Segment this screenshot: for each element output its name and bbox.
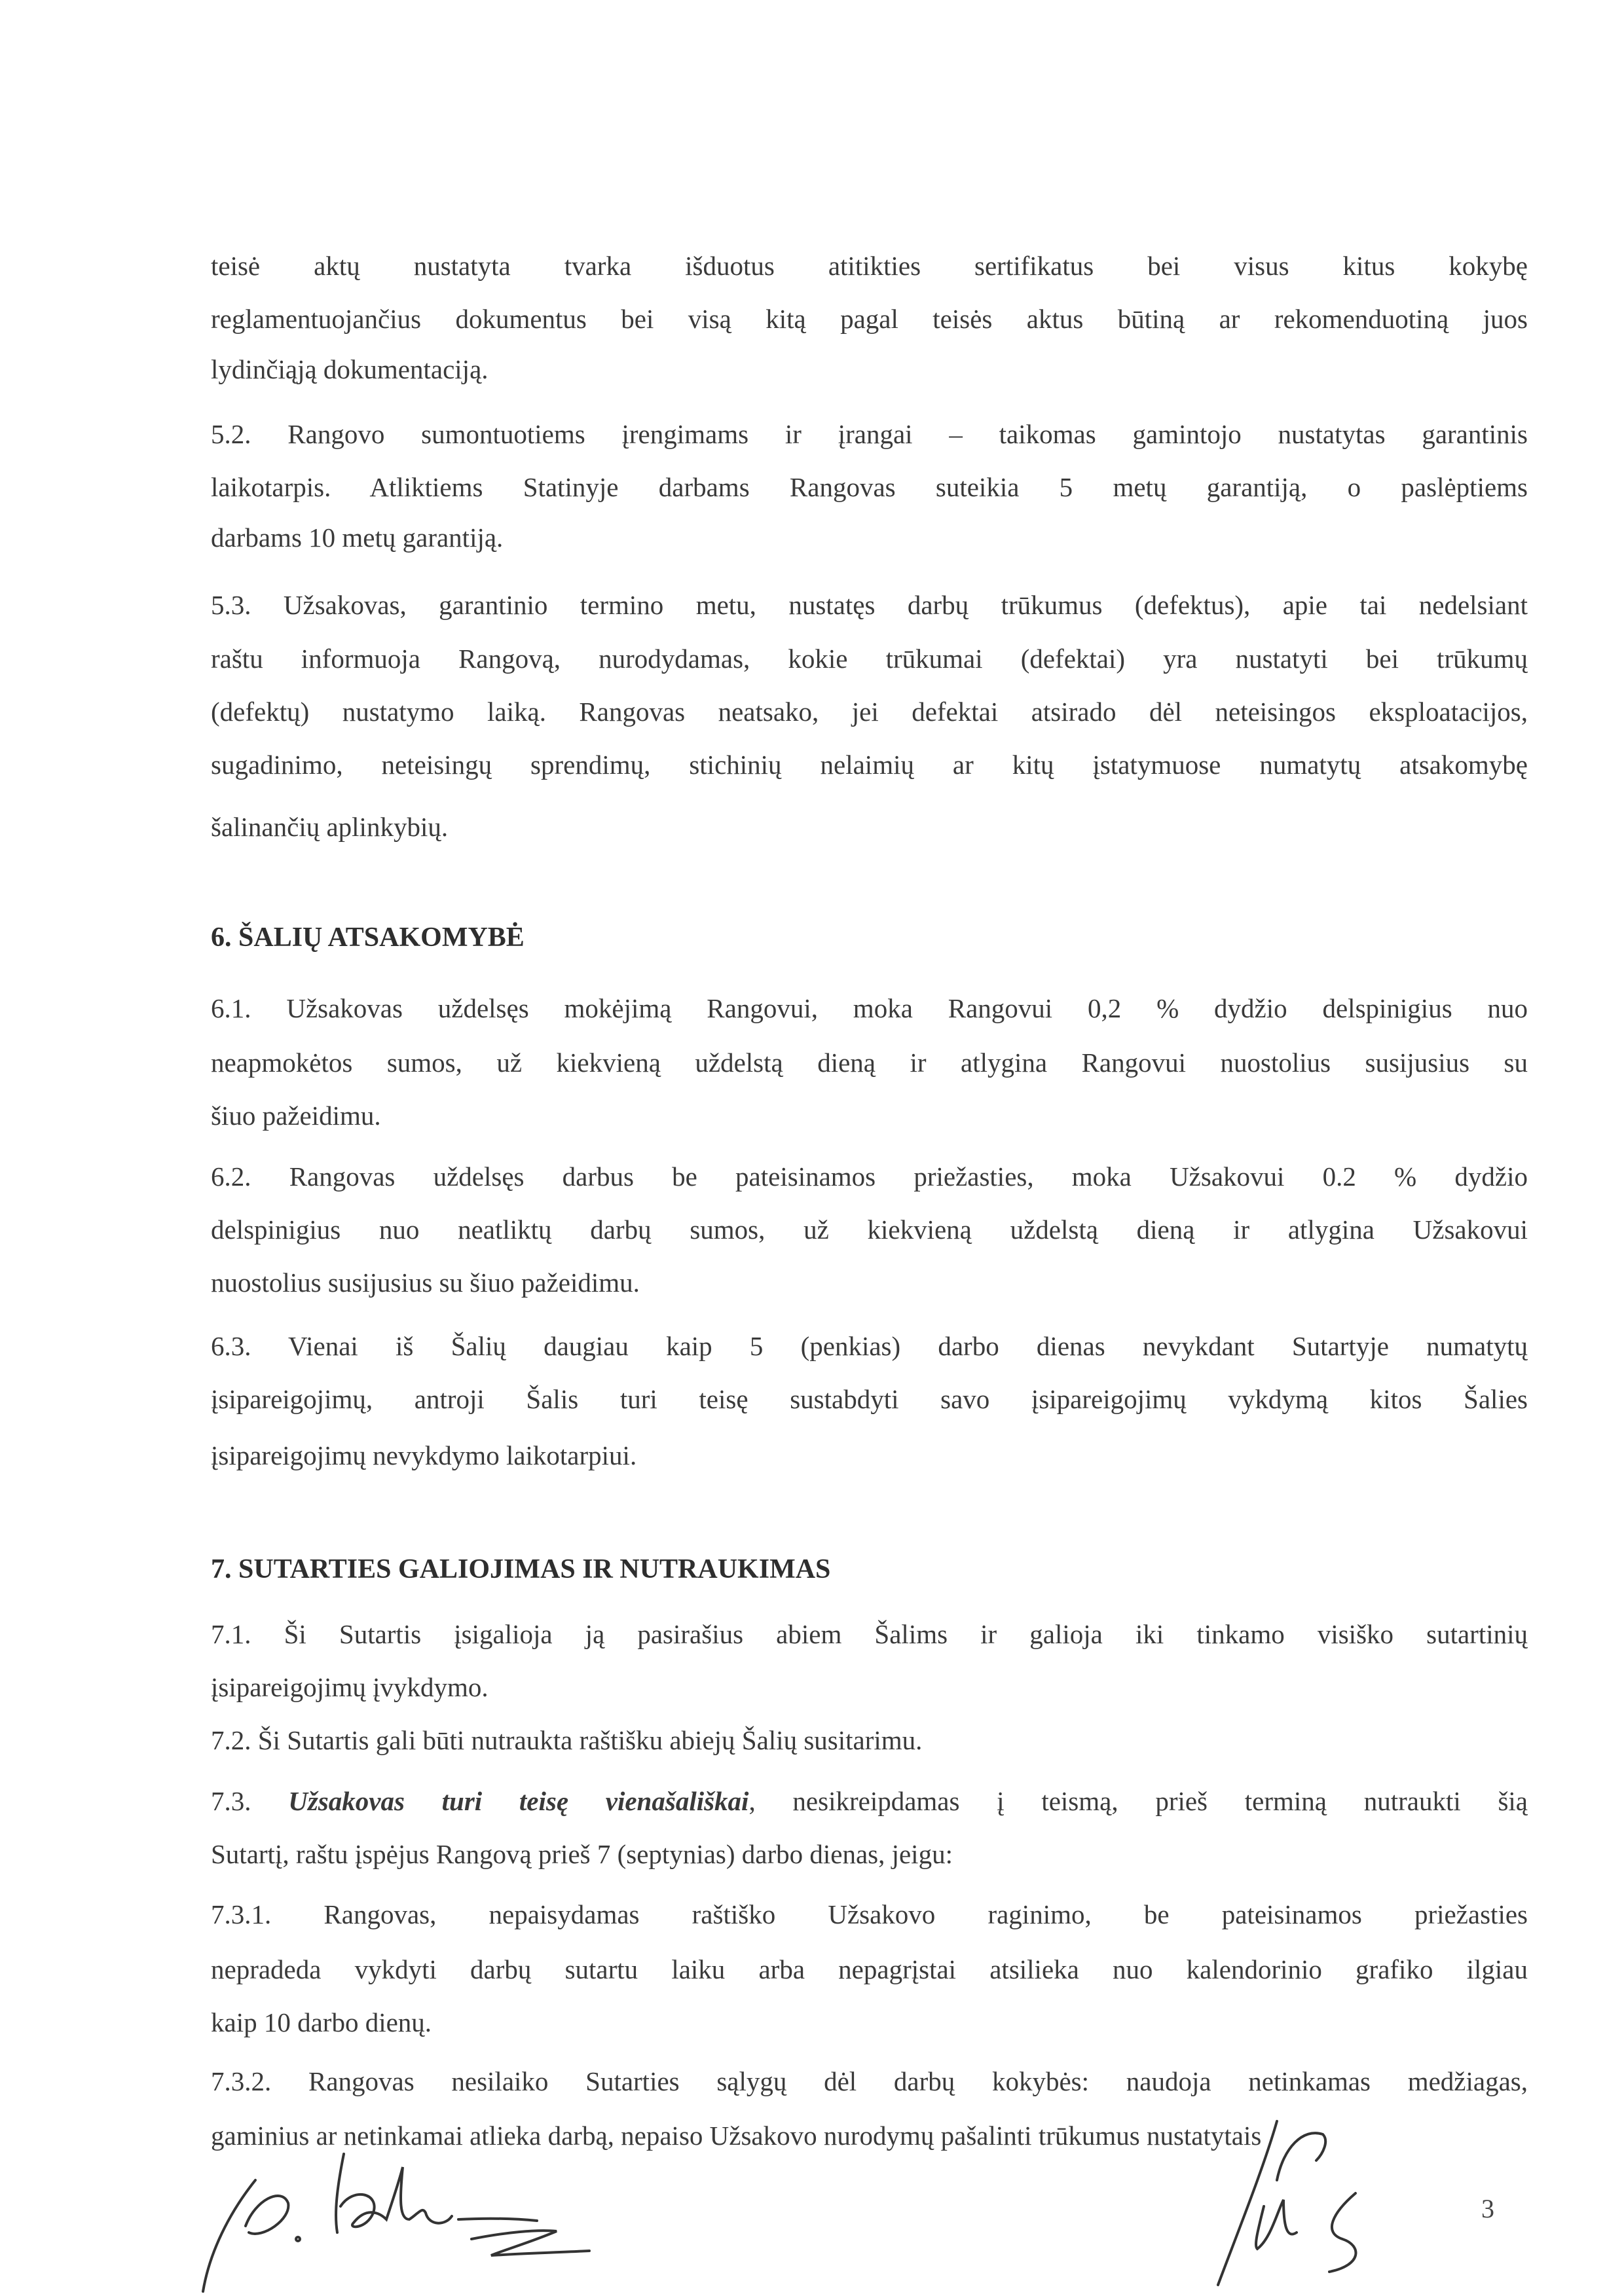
paragraph-line: 6.2. Rangovas uždelsęs darbus be pateisinamos priežasties, moka Užsakovui 0.2 % dydžio: [211, 1161, 1528, 1192]
paragraph-line: neapmokėtos sumos, už kiekvieną uždelstą dieną ir atlygina Rangovui nuostolius susijusius su: [211, 1048, 1528, 1078]
paragraph-line: 6.1. Užsakovas uždelsęs mokėjimą Rangovui, moka Rangovui 0,2 % dydžio delspinigius nuo: [211, 993, 1528, 1023]
emphasized-text: Užsakovas turi teisę vienašališkai: [288, 1786, 749, 1816]
paragraph-line: 7.2. Ši Sutartis gali būti nutraukta raštišku abiejų Šalių susitarimu.: [211, 1725, 923, 1755]
paragraph-line: šalinančių aplinkybių.: [211, 812, 449, 842]
paragraph-line: laikotarpis. Atliktiems Statinyje darbams Rangovas suteikia 5 metų garantiją, o paslėptiems: [211, 472, 1528, 502]
paragraph-line: 5.2. Rangovo sumontuotiems įrengimams ir įrangai – taikomas gamintojo nustatytas garantinis: [211, 419, 1528, 449]
section-heading: 7. SUTARTIES GALIOJIMAS IR NUTRAUKIMAS: [211, 1554, 831, 1584]
signature-right: [1192, 2108, 1428, 2291]
paragraph-line: raštu informuoja Rangovą, nurodydamas, kokie trūkumai (defektai) yra nustatyti bei trūkumų: [211, 644, 1528, 674]
line-text: 7.3.: [211, 1786, 289, 1816]
paragraph-line: įsipareigojimų įvykdymo.: [211, 1672, 489, 1702]
paragraph-line: teisė aktų nustatyta tvarka išduotus atitikties sertifikatus bei visus kitus kokybę: [211, 251, 1528, 281]
paragraph-line: 6.3. Vienai iš Šalių daugiau kaip 5 (penkias) darbo dienas nevykdant Sutartyje numatytų: [211, 1331, 1528, 1361]
paragraph-line: sugadinimo, neteisingų sprendimų, stichinių nelaimių ar kitų įstatymuose numatytų atsakomybę: [211, 750, 1528, 780]
paragraph-line: reglamentuojančius dokumentus bei visą kitą pagal teisės aktus būtiną ar rekomenduotiną juos: [211, 304, 1528, 334]
paragraph-line: 7.3.1. Rangovas, nepaisydamas raštiško Užsakovo raginimo, be pateisinamos priežasties: [211, 1899, 1528, 1929]
paragraph-line: įsipareigojimų nevykdymo laikotarpiui.: [211, 1440, 637, 1470]
paragraph-line: nepradeda vykdyti darbų sutartu laiku arba nepagrįstai atsilieka nuo kalendorinio grafiko ilgiau: [211, 1954, 1528, 1984]
page-number: 3: [1481, 2194, 1494, 2223]
paragraph-line: kaip 10 darbo dienų.: [211, 2007, 432, 2037]
paragraph-line: 5.3. Užsakovas, garantinio termino metu, nustatęs darbų trūkumus (defektus), apie tai nedelsiant: [211, 590, 1528, 620]
paragraph-line: nuostolius susijusius su šiuo pažeidimu.: [211, 1267, 640, 1298]
signature-left: [183, 2141, 707, 2296]
paragraph-line: delspinigius nuo neatliktų darbų sumos, už kiekvieną uždelstą dieną ir atlygina Užsakovui: [211, 1214, 1528, 1245]
paragraph-line: [211, 1784, 1528, 1818]
paragraph-line: gaminius ar netinkamai atlieka darbą, nepaiso Užsakovo nurodymų pašalinti trūkumus nustatytais: [211, 2121, 1262, 2151]
paragraph-line: įsipareigojimų, antroji Šalis turi teisę sustabdyti savo įsipareigojimų vykdymą kitos Šalies: [211, 1384, 1528, 1414]
paragraph-line: 7.1. Ši Sutartis įsigalioja ją pasirašius abiem Šalims ir galioja iki tinkamo visiško sutartinių: [211, 1619, 1528, 1649]
paragraph-line: Sutartį, raštu įspėjus Rangovą prieš 7 (septynias) darbo dienas, jeigu:: [211, 1839, 953, 1869]
paragraph-line: darbams 10 metų garantiją.: [211, 522, 504, 553]
paragraph-line: šiuo pažeidimu.: [211, 1101, 381, 1131]
paragraph-line: (defektų) nustatymo laiką. Rangovas neatsako, jei defektai atsirado dėl neteisingos eksploatacijos,: [211, 697, 1528, 727]
section-heading: 6. ŠALIŲ ATSAKOMYBĖ: [211, 922, 525, 953]
line-text: , nesikreipdamas į teismą, prieš terminą nutraukti šią: [748, 1786, 1528, 1816]
paragraph-line: 7.3.2. Rangovas nesilaiko Sutarties sąlygų dėl darbų kokybės: naudoja netinkamas medžiagas,: [211, 2066, 1528, 2096]
paragraph-line: lydinčiąją dokumentaciją.: [211, 354, 489, 384]
